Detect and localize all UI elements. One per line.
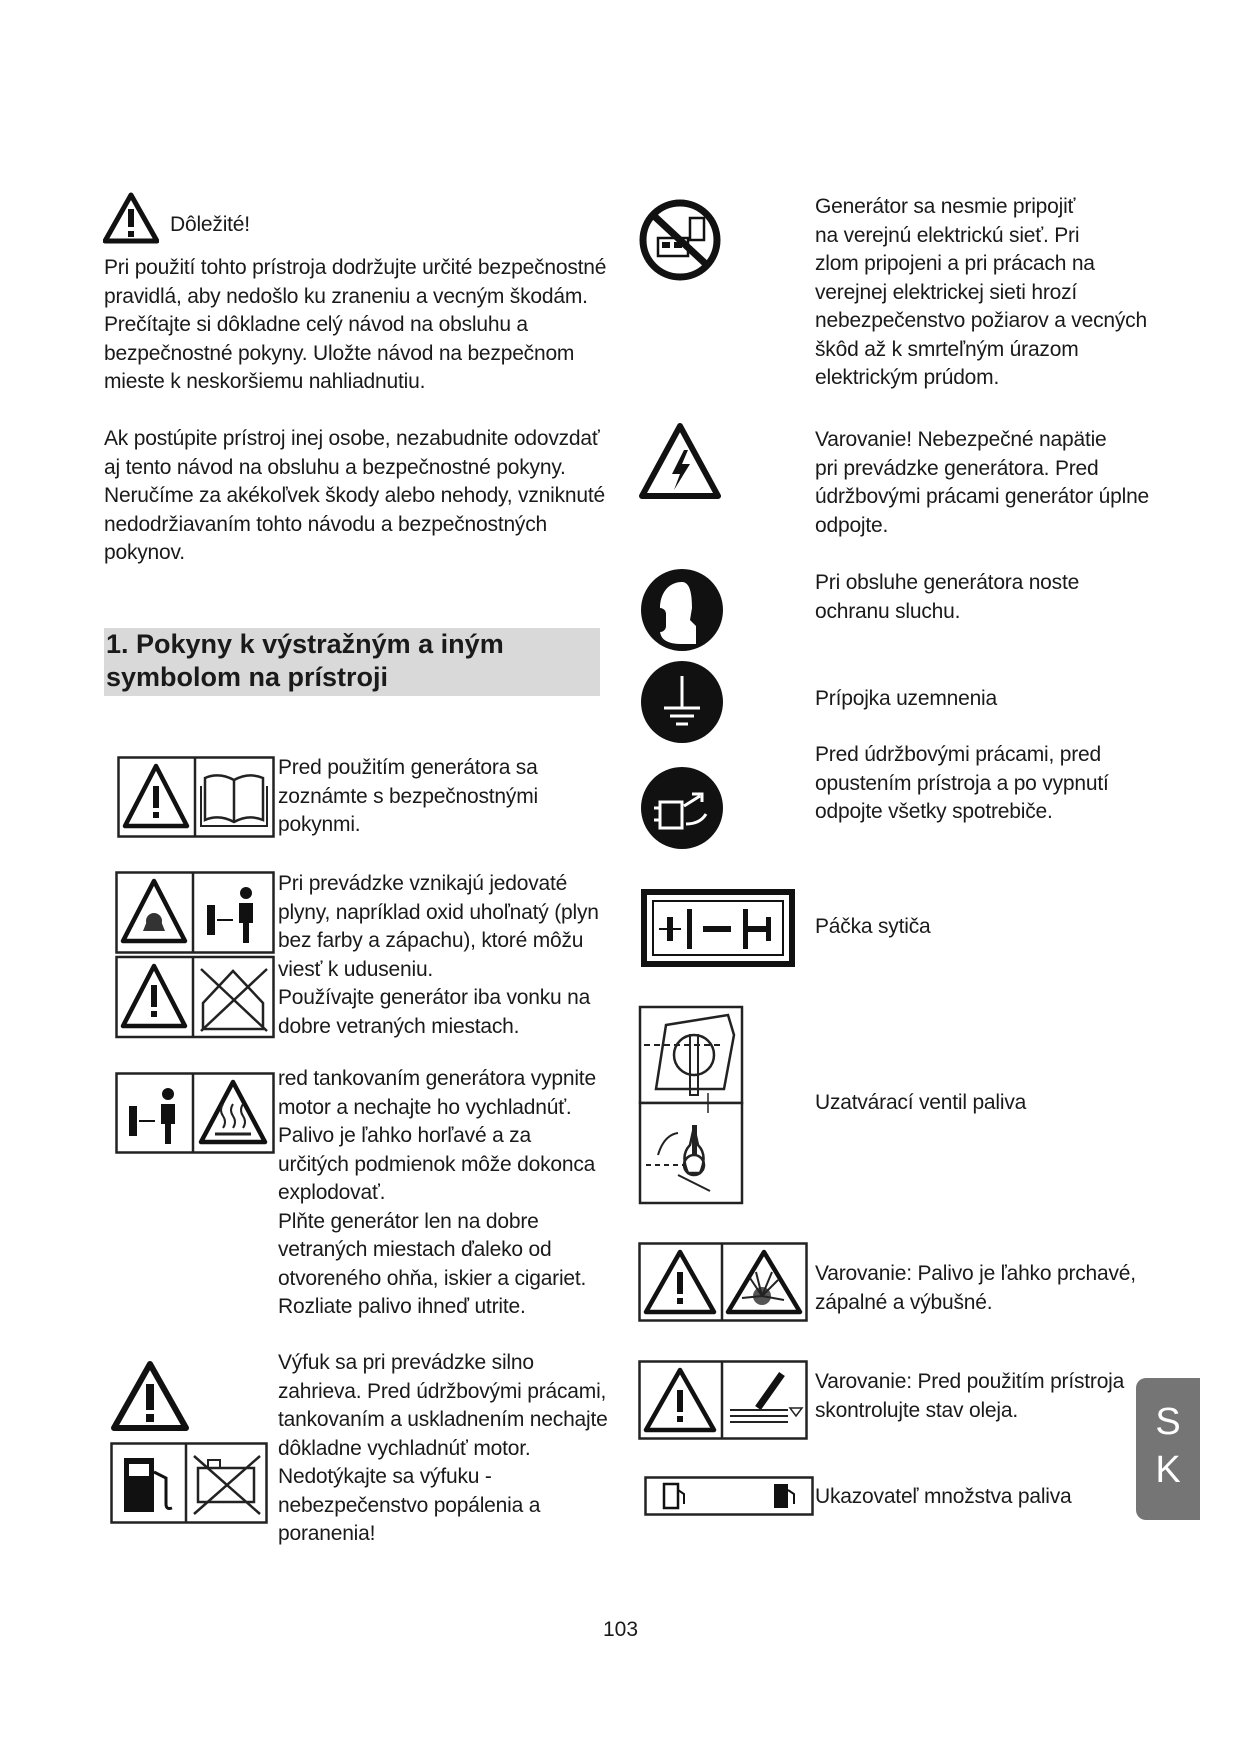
text-line: Pri obsluhe generátora noste [815, 571, 1080, 594]
text-line: Varovanie: Palivo je ľahko prchavé, [815, 1262, 1136, 1285]
text-line: Ak postúpite prístroj inej osobe, nezabudnite odovzdať [104, 427, 600, 450]
text-line: Generátor sa nesmie pripojiť [815, 195, 1076, 218]
no-grid-connection-icon [638, 198, 722, 282]
text-line: plyny, napríklad oxid uhoľnatý (plyn [278, 900, 599, 924]
symbol-text [815, 1483, 1155, 1512]
text-line: nebezpečenstvo popálenia a [278, 1493, 541, 1517]
symbol-text [815, 426, 1155, 540]
text-line: pravidlá, aby nedošlo ku zraneniu a vecným škodám. [104, 284, 588, 308]
text-line: zahrieva. Pred údržbovými prácami, [278, 1379, 607, 1403]
text-line: Uzatvárací ventil paliva [815, 1091, 1027, 1114]
text-line: Pri prevádzke vznikajú jedovaté [278, 872, 568, 895]
text-line: poranenia! [278, 1522, 376, 1545]
language-tab-letter: S [1155, 1401, 1181, 1443]
symbol-text [278, 1065, 618, 1322]
text-line: bez farby a zápachu), ktoré môžu [278, 929, 584, 952]
text-line: opustením prístroja a po vypnutí [815, 771, 1109, 795]
symbol-text [815, 1089, 1155, 1118]
important-title: Dôležité! [170, 213, 250, 236]
text-line: nebezpečenstvo požiarov a vecných [815, 309, 1147, 332]
text-line: mieste k neskoršiemu nahliadnutiu. [104, 370, 426, 393]
text-line: dôkladne vychladnúť motor. [278, 1436, 531, 1460]
text-line: viesť k uduseniu. [278, 957, 434, 981]
text-line: Varovanie: Pred použitím prístroja [815, 1370, 1125, 1393]
text-line: Neručíme za akékoľvek škody alebo nehody, vzniknuté [104, 484, 605, 507]
engine-off-hot-surface-symbol-icon [115, 1072, 275, 1154]
text-line: Používajte generátor iba vonku na [278, 986, 591, 1009]
text-line: Rozliate palivo ihneď utrite. [278, 1295, 526, 1318]
symbol-text [815, 913, 1155, 942]
choke-lever-icon [641, 889, 795, 967]
fuel-shutoff-valve-icon [638, 1005, 744, 1207]
language-tab-letter: K [1155, 1449, 1181, 1491]
text-line: odpojte. [815, 513, 889, 537]
text-line: na verejnú elektrickú sieť. Pri [815, 223, 1080, 247]
text-line: Prečítajte si dôkladne celý návod na obsluhu a [104, 313, 528, 336]
text-line: zlom pripojeni a pri prácach na [815, 252, 1095, 275]
text-line: ochranu sluchu. [815, 599, 961, 623]
text-line: red tankovaním generátora vypnite [278, 1067, 596, 1090]
text-line: Pred použitím generátora sa [278, 756, 538, 779]
page-number: 103 [602, 1618, 639, 1641]
text-line: vetraných miestach ďaleko od [278, 1238, 552, 1261]
text-line: Varovanie! Nebezpečné napätie [815, 428, 1107, 451]
text-line: Ukazovateľ množstva paliva [815, 1485, 1072, 1508]
text-line: skontrolujte stav oleja. [815, 1398, 1018, 1422]
intro-paragraph [104, 254, 624, 397]
section-heading [104, 628, 600, 696]
toxic-gas-symbol-icon [115, 871, 275, 1041]
text-line: pokynmi. [278, 813, 361, 836]
text-line: zápalné a výbušné. [815, 1290, 993, 1314]
fuel-pump-no-engine-symbol-icon [110, 1442, 268, 1524]
symbol-text [815, 1368, 1155, 1425]
read-manual-symbol-icon [117, 756, 275, 838]
text-line: explodovať. [278, 1181, 386, 1204]
ground-connection-icon [640, 660, 724, 744]
fuel-gauge-icon [644, 1476, 814, 1516]
text-line: Nedotýkajte sa výfuku - [278, 1465, 492, 1488]
text-line: aj tento návod na obsluhu a bezpečnostné pokyny. [104, 455, 566, 479]
flammable-explosive-warning-icon [638, 1242, 808, 1322]
text-line: škôd až k smrteľným úrazom [815, 337, 1079, 361]
text-line: elektrickým prúdom. [815, 366, 1000, 389]
warning-triangle-icon [110, 1360, 190, 1432]
heading-line: symbolom na prístroji [106, 662, 389, 692]
symbol-text [815, 193, 1155, 393]
text-line: tankovaním a uskladnením nechajte [278, 1408, 608, 1431]
text-line: bezpečnostné pokyny. Uložte návod na bezpečnom [104, 341, 575, 365]
text-line: zoznámte s bezpečnostnými [278, 784, 538, 808]
text-line: otvoreného ohňa, iskier a cigariet. [278, 1266, 587, 1290]
text-line: pokynov. [104, 541, 185, 564]
high-voltage-warning-icon [638, 422, 722, 500]
text-line: Páčka sytiča [815, 915, 931, 938]
symbol-text [278, 870, 618, 1041]
symbol-text [278, 754, 608, 840]
text-line: Výfuk sa pri prevádzke silno [278, 1351, 534, 1374]
text-line: pri prevádzke generátora. Pred [815, 456, 1099, 480]
unplug-consumers-icon [640, 766, 724, 850]
hearing-protection-icon [640, 568, 724, 652]
text-line: verejnej elektrickej sieti hrozí [815, 280, 1078, 304]
symbol-text [278, 1349, 618, 1549]
text-line: údržbovými prácami generátor úplne [815, 485, 1150, 508]
text-line: odpojte všetky spotrebiče. [815, 800, 1053, 823]
text-line: Plňte generátor len na dobre [278, 1209, 539, 1233]
language-tab [1136, 1378, 1200, 1520]
text-line: Palivo je ľahko horľavé a za [278, 1124, 531, 1147]
symbol-text [815, 685, 1155, 714]
text-line: motor a nechajte ho vychladnúť. [278, 1095, 572, 1119]
text-line: Prípojka uzemnenia [815, 687, 998, 710]
text-line: Pri použití tohto prístroja dodržujte určité bezpečnostné [104, 256, 607, 279]
symbol-text [815, 569, 1155, 626]
heading-line: 1. Pokyny k výstražným a iným [106, 629, 504, 659]
symbol-text [815, 741, 1155, 827]
text-line: dobre vetraných miestach. [278, 1014, 520, 1038]
text-line: Pred údržbovými prácami, pred [815, 743, 1101, 766]
warning-triangle-icon [103, 192, 159, 244]
handover-paragraph [104, 425, 624, 568]
check-oil-warning-icon [638, 1360, 808, 1440]
text-line: určitých podmienok môže dokonca [278, 1152, 596, 1176]
symbol-text [815, 1260, 1155, 1317]
text-line: nedodržiavaním tohto návodu a bezpečnostných [104, 512, 548, 536]
